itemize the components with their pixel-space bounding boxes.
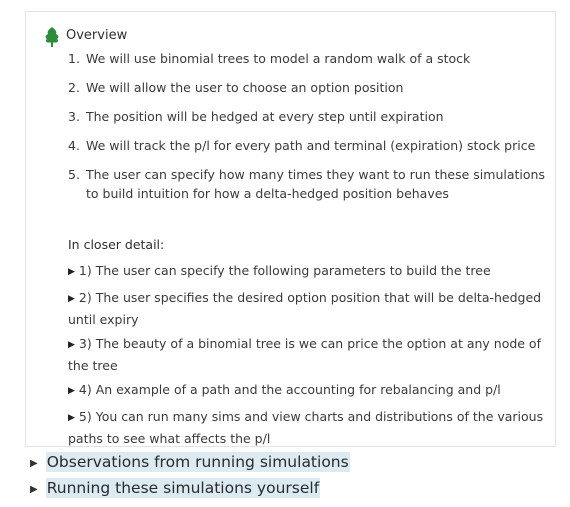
- triangle-right-icon[interactable]: ▶: [30, 458, 38, 469]
- triangle-right-icon[interactable]: ▶: [30, 484, 38, 495]
- step-text: We will track the p/l for every path and terminal (expiration) stock price: [86, 138, 536, 153]
- list-item: [68, 49, 548, 68]
- step-number: 1.: [68, 51, 80, 66]
- step-number: 5.: [68, 167, 80, 182]
- toggle-label: 1) The user can specify the following parameters to build the tree: [78, 263, 491, 278]
- overview-title: Overview: [66, 28, 128, 43]
- toggle-label: 3) The beauty of a binomial tree is we can price the option at any node of the tree: [68, 336, 541, 373]
- detail-toggle-4[interactable]: [68, 380, 544, 402]
- triangle-right-icon[interactable]: ▶: [68, 340, 75, 350]
- section-heading[interactable]: Running these simulations yourself: [46, 479, 320, 497]
- overview-steps: [68, 49, 548, 213]
- triangle-right-icon[interactable]: ▶: [68, 386, 75, 396]
- detail-toggle-5[interactable]: [68, 407, 544, 448]
- detail-toggle-list: [68, 261, 544, 453]
- list-item: [68, 78, 548, 97]
- step-number: 3.: [68, 109, 80, 124]
- triangle-right-icon[interactable]: ▶: [68, 267, 75, 277]
- toggle-label: 5) You can run many sims and view charts and distributions of the various paths to see what affects the p/l: [68, 409, 544, 446]
- section-toggle-observations[interactable]: [30, 453, 350, 471]
- section-toggle-running[interactable]: [30, 479, 320, 497]
- section-heading[interactable]: Observations from running simulations: [46, 453, 349, 471]
- list-item: [68, 107, 548, 126]
- detail-toggle-1[interactable]: [68, 261, 544, 283]
- step-text: We will use binomial trees to model a random walk of a stock: [86, 51, 471, 66]
- step-text: The user can specify how many times they want to run these simulations to build intuition for how a delta-hedged position behaves: [86, 167, 545, 201]
- triangle-right-icon[interactable]: ▶: [68, 413, 75, 423]
- detail-heading: In closer detail:: [68, 237, 165, 252]
- detail-toggle-2[interactable]: [68, 288, 544, 329]
- list-item: [68, 136, 548, 155]
- list-item: [68, 165, 548, 203]
- toggle-label: 4) An example of a path and the accounting for rebalancing and p/l: [78, 382, 501, 397]
- tree-icon: [44, 27, 60, 47]
- step-number: 2.: [68, 80, 80, 95]
- step-text: The position will be hedged at every step until expiration: [86, 109, 444, 124]
- overview-callout: [25, 11, 556, 447]
- detail-toggle-3[interactable]: [68, 334, 544, 375]
- triangle-right-icon[interactable]: ▶: [68, 294, 75, 304]
- step-number: 4.: [68, 138, 80, 153]
- toggle-label: 2) The user specifies the desired option position that will be delta-hedged until expiry: [68, 290, 542, 327]
- step-text: We will allow the user to choose an option position: [86, 80, 404, 95]
